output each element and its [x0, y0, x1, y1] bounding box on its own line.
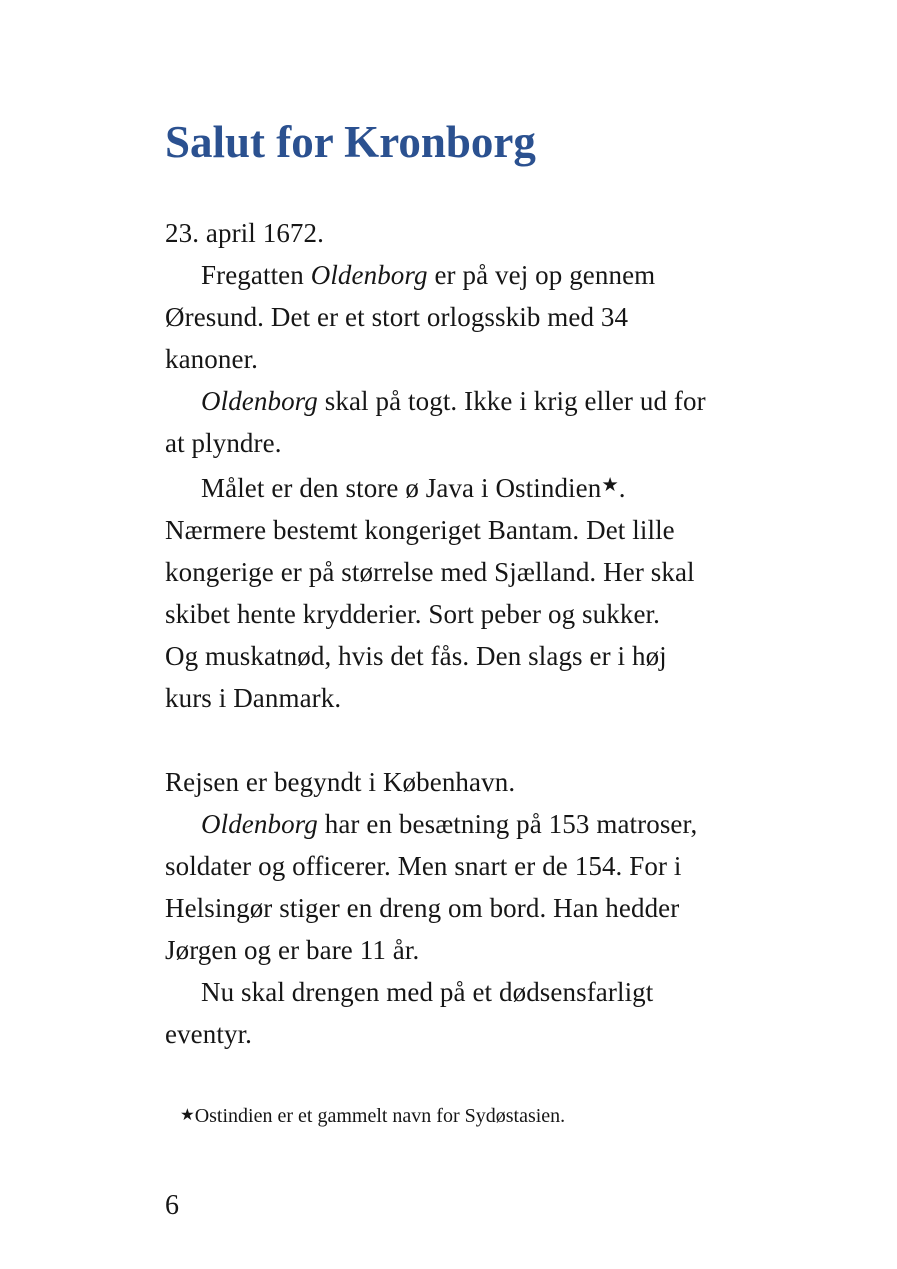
text-line [165, 1013, 777, 1055]
text-line [165, 845, 777, 887]
ship-name-italic: Oldenborg [310, 259, 428, 290]
text-run: er på vej op gennem [427, 259, 656, 290]
chapter-title: Salut for Kronborg [165, 117, 536, 167]
footnote-star-icon: ★ [601, 472, 619, 496]
text-line [165, 380, 777, 422]
text-run: kanoner. [165, 343, 259, 374]
text-line [165, 887, 777, 929]
text-line [165, 422, 777, 464]
text-line [165, 635, 777, 677]
text-run: Rejsen er begyndt i København. [165, 766, 516, 797]
text-line [165, 761, 777, 803]
text-run: kurs i Danmark. [165, 682, 342, 713]
text-line [165, 296, 777, 338]
text-line [165, 971, 777, 1013]
text-run: at plyndre. [165, 427, 282, 458]
text-line [165, 509, 777, 551]
text-line [165, 929, 777, 971]
text-run: soldater og officerer. Men snart er de 154. For i [165, 850, 682, 881]
text-run: Nærmere bestemt kongeriget Bantam. Det lille [165, 514, 675, 545]
text-run: Jørgen og er bare 11 år. [165, 934, 420, 965]
text-run: Nu skal drengen med på et dødsensfarligt [201, 976, 654, 1007]
text-line [165, 464, 777, 509]
text-line [165, 338, 777, 380]
text-run: Helsingør stiger en dreng om bord. Han hedder [165, 892, 680, 923]
text-line [165, 677, 777, 719]
text-run: . [618, 472, 626, 503]
ship-name-italic: Oldenborg [201, 385, 318, 416]
footnote-star-icon: ★ [180, 1104, 195, 1124]
footnote-text: Ostindien er et gammelt navn for Sydøstasien. [194, 1104, 566, 1127]
text-run: Målet er den store ø Java i Ostindien [201, 472, 602, 503]
text-run: skibet hente krydderier. Sort peber og sukker. [165, 598, 660, 629]
text-run: Fregatten [201, 259, 311, 290]
text-run: 23. april 1672. [165, 217, 324, 248]
text-line [165, 803, 777, 845]
paragraph-spacer [165, 719, 777, 761]
ship-name-italic: Oldenborg [201, 808, 318, 839]
footnote [165, 1073, 777, 1158]
text-line [165, 551, 777, 593]
text-run: kongerige er på størrelse med Sjælland. Her skal [165, 556, 695, 587]
page-number: 6 [165, 1189, 179, 1221]
text-line [165, 254, 777, 296]
text-run: Og muskatnød, hvis det fås. Den slags er i høj [165, 640, 667, 671]
text-run: eventyr. [165, 1018, 253, 1049]
text-run: har en besætning på 153 matroser, [317, 808, 698, 839]
text-run: Øresund. Det er et stort orlogsskib med 34 [165, 301, 629, 332]
body-text [165, 212, 777, 1055]
text-run: skal på togt. Ikke i krig eller ud for [317, 385, 706, 416]
text-line [165, 593, 777, 635]
text-line [165, 212, 777, 254]
